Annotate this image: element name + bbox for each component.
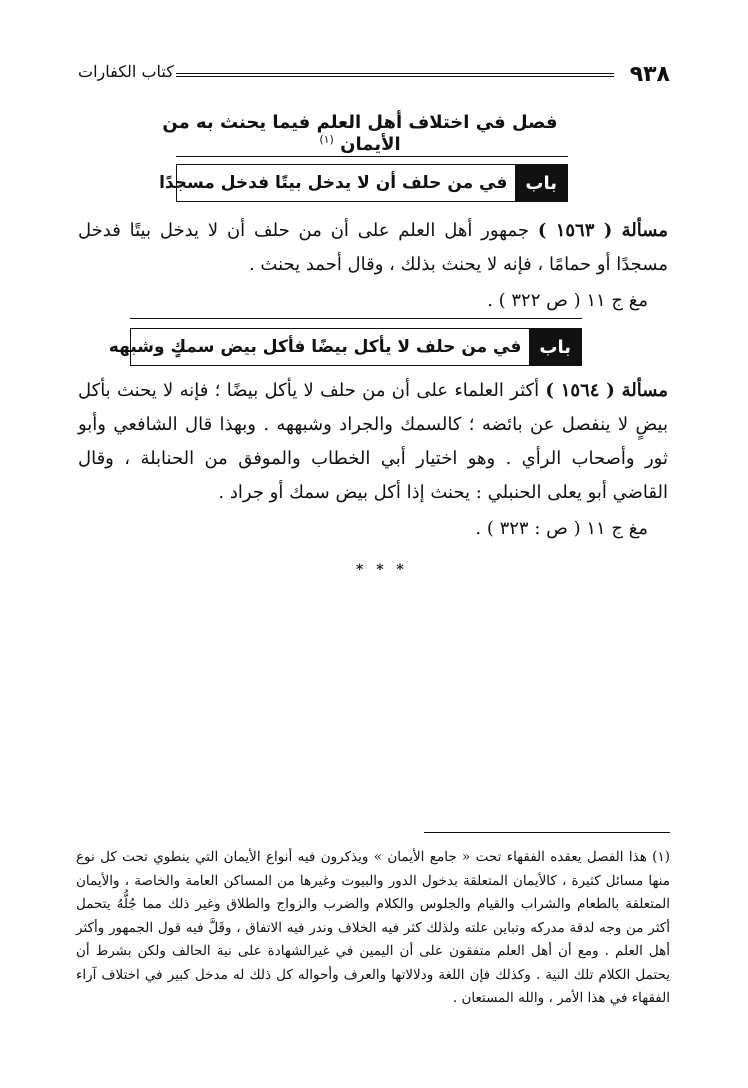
reference-1564: مغ ج ١١ ( ص : ٣٢٣ ) . [475,518,648,539]
bab-box-2 [108,328,582,366]
bab-title: في من حلف أن لا يدخل بيتًا فدخل مسجدًا [159,173,508,193]
masala-1564 [78,374,668,510]
masala-label: مسألة ( ١٥٦٣ ) [537,220,668,241]
footnote: (١) هذا الفصل يعقده الفقهاء تحت « جامع الأيمان » ويذكرون فيه أنواع الأيمان التي ينطوي تحت كل نوع منها مسائل كثيرة ، كالأيمان المتعلقة بدخول الدور والبيوت وغيرها من المساكن العامة والخاصة ، والأيمان المتعلقة بالطعام والشراب والقيام والجلوس والكلام والضرب والزواج والطلاق وغير ذلك مما جُلُّهُ يتحمل أكثر من وجه لدقة مدركه وتباين علته ولذلك كثر فيه الخلاف وندر فيه الاتفاق ، وقَلَّ فيه قول الجمهور وأكثر أهل العلم . ومع أن أهل العلم متفقون على أن اليمين في غيرالشهادة على نية الحالف ولكن بشرط أن يحتمل الكلام تلك النية . وكذلك فإن اللغة ودلالاتها والعرف وأحواله كل ذلك له مدخل كبير في اختلاف آراء الفقهاء في هذا الأمر ، والله المستعان . [76,849,670,1006]
running-header [78,62,670,90]
masala-label: مسألة ( ١٥٦٤ ) [545,380,668,401]
bab-rule-2 [130,318,582,319]
footnote-marker: (١) [319,133,334,146]
masala-1563 [78,214,668,282]
page-number: ٩٣٨ [629,62,670,87]
reference-1563: مغ ج ١١ ( ص ٣٢٢ ) . [487,290,648,311]
masala-text: أكثر العلماء على أن من حلف لا يأكل بيضًا ؛ فإنه لا يحنث بأكل بيضٍ لا ينفصل عن بائضه ؛ كالسمك والجراد وشبههه . وبهذا قال الشافعي وأبو ثور وأصحاب الرأي . وهو اختيار أبي الخطاب والموفق من الحنابلة ، وقال القاضي أبو يعلى الحنبلي : يحنث إذا أكل بيض سمك أو جراد . [78,380,668,503]
bab-box-1 [159,164,568,202]
book-title: كتاب الكفارات [78,62,174,81]
bab-label: باب [529,329,581,365]
section-heading [130,112,590,155]
bab-title: في من حلف لا يأكل بيضًا فأكل بيض سمكٍ وشبهه [108,337,522,357]
section-separator: * * * [356,562,408,578]
section-title: فصل في اختلاف أهل العلم فيما يحنث به من الأيمان [162,112,558,155]
masala-text: جمهور أهل العلم على أن من حلف أن لا يدخل بيتًا فدخل مسجدًا أو حمامًا ، فإنه لا يحنث بذلك ، وقال أحمد يحنث . [78,220,668,275]
section-rule [176,156,568,157]
header-rule [176,73,614,77]
footnote-rule [424,832,670,833]
bab-label: باب [515,165,567,201]
